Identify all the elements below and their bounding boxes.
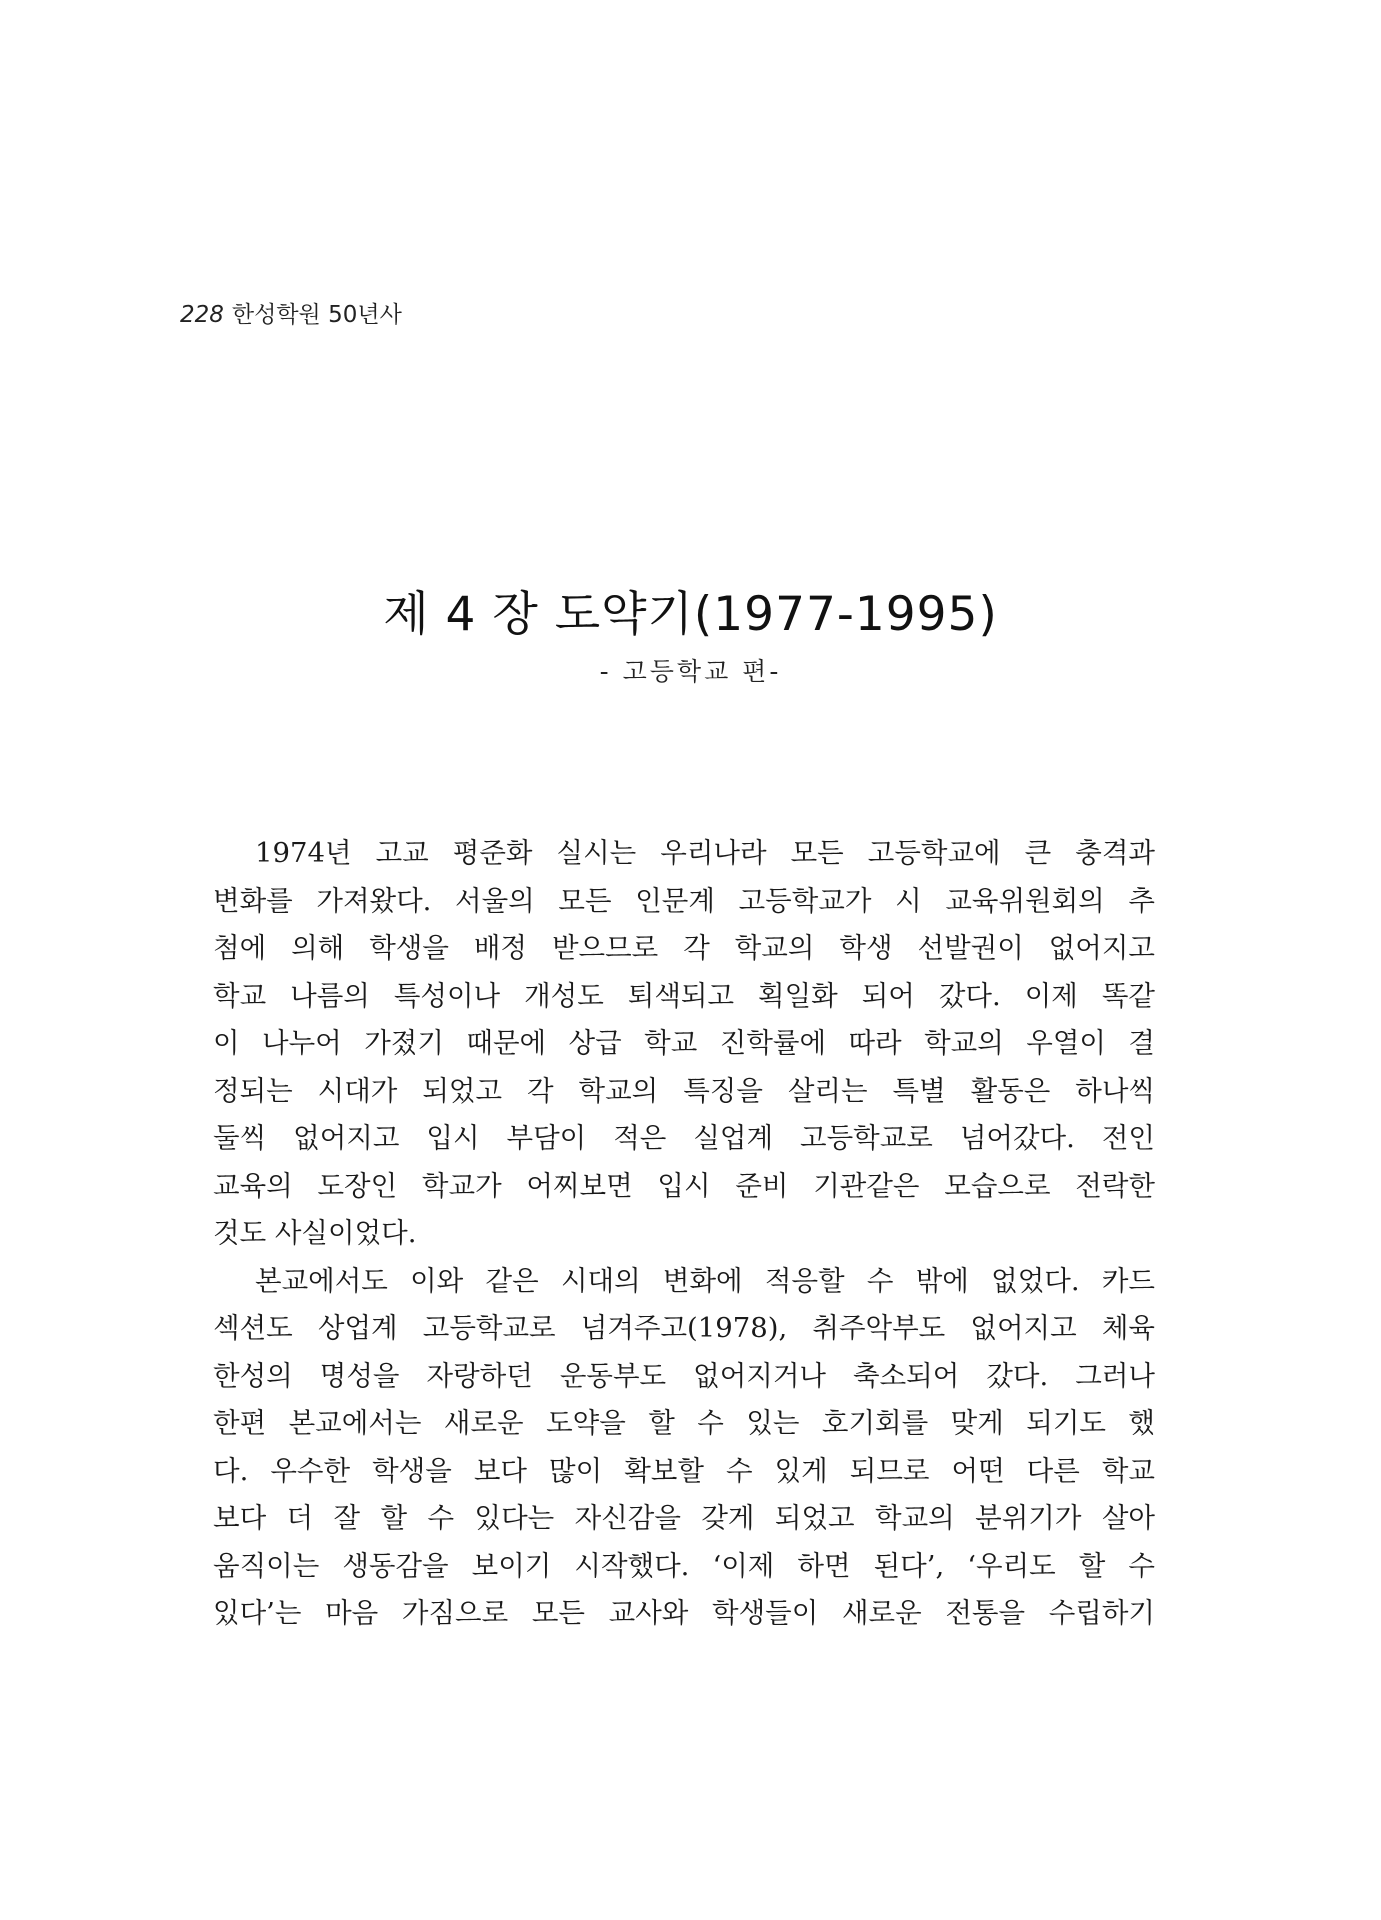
chapter-subtitle: - 고등학교 편-	[599, 657, 782, 686]
paragraph	[213, 1258, 1155, 1638]
text-line: 섹션도 상업계 고등학교로 넘겨주고(1978), 취주악부도 없어지고 체육	[213, 1312, 1155, 1344]
text-line: 교육의 도장인 학교가 어찌보면 입시 준비 기관같은 모습으로 전락한	[213, 1169, 1155, 1202]
text-line: 보다 더 잘 할 수 있다는 자신감을 갖게 되었고 학교의 분위기가 살아	[213, 1502, 1155, 1534]
text-line: 한편 본교에서는 새로운 도약을 할 수 있는 호기회를 맞게 되기도 했	[213, 1407, 1155, 1439]
text-line: 있다’는 마음 가짐으로 모든 교사와 학생들이 새로운 전통을 수립하기	[213, 1597, 1155, 1629]
text-line: 둘씩 없어지고 입시 부담이 적은 실업계 고등학교로 넘어갔다. 전인	[213, 1122, 1155, 1154]
running-head	[180, 296, 402, 329]
text-line: 1974년 고교 평준화 실시는 우리나라 모든 고등학교에 큰 충격과	[255, 837, 1155, 869]
body-text	[213, 830, 1155, 1638]
text-line: 이 나누어 가졌기 때문에 상급 학교 진학률에 따라 학교의 우열이 결	[213, 1027, 1155, 1059]
page-number: 228	[180, 302, 224, 328]
book-title: 한성학원 50년사	[231, 302, 402, 328]
text-line: 변화를 가져왔다. 서울의 모든 인문계 고등학교가 시 교육위원회의 추	[213, 884, 1155, 917]
chapter-title: 제 4 장 도약기(1977-1995)	[383, 587, 998, 642]
text-line: 다. 우수한 학생을 보다 많이 확보할 수 있게 되므로 어떤 다른 학교	[213, 1454, 1155, 1487]
text-line: 것도 사실이었다.	[213, 1217, 417, 1249]
paragraph	[213, 830, 1155, 1258]
text-line: 첨에 의해 학생을 배정 받으므로 각 학교의 학생 선발권이 없어지고	[213, 932, 1155, 964]
text-line: 움직이는 생동감을 보이기 시작했다. ‘이제 하면 된다’, ‘우리도 할 수	[213, 1549, 1155, 1582]
text-line: 본교에서도 이와 같은 시대의 변화에 적응할 수 밖에 없었다. 카드	[255, 1264, 1155, 1297]
text-line: 정되는 시대가 되었고 각 학교의 특징을 살리는 특별 활동은 하나씩	[213, 1074, 1155, 1107]
text-line: 학교 나름의 특성이나 개성도 퇴색되고 획일화 되어 갔다. 이제 똑같	[213, 979, 1155, 1012]
text-line: 한성의 명성을 자랑하던 운동부도 없어지거나 축소되어 갔다. 그러나	[213, 1359, 1155, 1392]
